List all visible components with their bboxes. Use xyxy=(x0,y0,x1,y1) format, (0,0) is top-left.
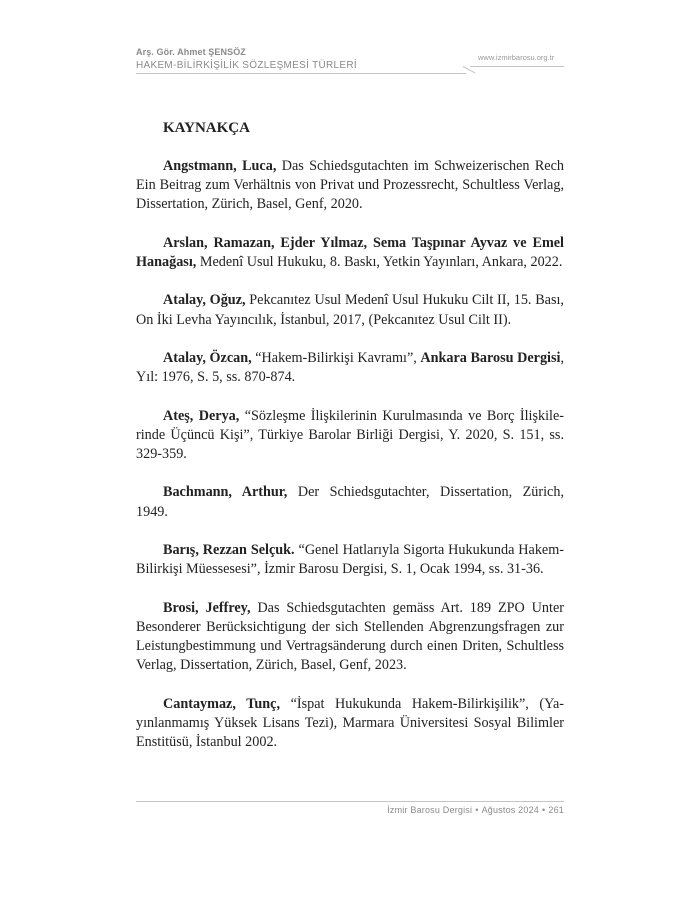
reference-author: Atalay, Oğuz, xyxy=(163,292,246,309)
page-footer xyxy=(387,805,564,815)
reference-entry xyxy=(136,234,564,272)
reference-author: Brosi, Jeffrey, xyxy=(163,599,251,616)
reference-text: , Yıl: 1976, S. 5, ss. 870-874. xyxy=(136,349,565,386)
reference-text: Medenî Usul Hukuku, 8. Baskı, Yetkin Yayınları, Ankara, 2022. xyxy=(196,254,563,270)
header-divider-right xyxy=(470,66,564,67)
reference-entry xyxy=(136,695,564,753)
reference-text: “Genel Hatlarıyla Sigorta Hukukunda Hakem-Bilirkişi Müessesesi”, İzmir Barosu Dergisi, S. 1, Ocak 1994, ss. 31-36. xyxy=(136,541,564,578)
header-divider xyxy=(136,73,466,74)
section-title: KAYNAKÇA xyxy=(163,120,250,136)
footer-separator: • xyxy=(542,805,546,815)
reference-list xyxy=(136,157,564,771)
reference-author: Atalay, Özcan, xyxy=(163,349,252,366)
reference-author: Ateş, Derya, xyxy=(163,407,240,424)
footer-date: Ağustos 2024 xyxy=(481,805,540,815)
reference-author: Arslan, Ramazan, Ejder Yılmaz, Sema Taşpınar Ayvaz ve Emel Hanağası, xyxy=(136,234,564,270)
reference-author: Bachmann, Arthur, xyxy=(163,484,288,501)
reference-text: Das Schiedsgutachten im Schweizerischen Rech Ein Beitrag zum Verhältnis von Privat und Prozessrecht, Schultless Verlag, Dissertation, Zürich, Basel, Genf, 2020. xyxy=(136,158,564,213)
reference-entry xyxy=(136,541,564,579)
page-number: 261 xyxy=(548,805,564,815)
reference-entry xyxy=(136,291,564,329)
reference-text: Der Schiedsgutachter, Dissertation, Zürich, 1949. xyxy=(136,484,564,520)
reference-text: Das Schiedsgutachten gemäss Art. 189 ZPO Unter Besonderer Berücksichtigung der sich Stellenden Abgrenzungsfragen zur Leistungbestimmung und Vertragsänderung durch einen Driten, Schultless Verlag, Dissertation, Zürich, Basel, Genf, 2023. xyxy=(136,599,564,674)
reference-text: Pekcanıtez Usul Medenî Usul Hukuku Cilt II, 15. Bası, On İki Levha Yayıncılık, İstanbul, 2017, (Pekcanıtez Usul Cilt II). xyxy=(136,292,564,328)
footer-separator: • xyxy=(475,805,479,815)
reference-author: Angstmann, Luca, xyxy=(163,158,277,174)
header-url: www.izmirbarosu.org.tr xyxy=(478,53,555,62)
header-subtitle: HAKEM-BİLİRKİŞİLİK SÖZLEŞMESİ TÜRLERİ xyxy=(136,60,357,71)
reference-entry xyxy=(136,599,564,676)
reference-text: “Sözleşme İlişkilerinin Kurulmasında ve Borç İlişkilerinde Üçüncü Kişi”, Türkiye Barolar Birliği Dergisi, Y. 2020, S. 151, ss. 329-359. xyxy=(136,407,564,462)
reference-author: Barış, Rezzan Selçuk. xyxy=(163,541,295,558)
reference-text: “Hakem-Bilirkişi Kavramı”, xyxy=(251,349,421,366)
reference-entry xyxy=(136,349,564,387)
header-author: Arş. Gör. Ahmet ŞENSÖZ xyxy=(136,47,246,57)
reference-author: Cantaymaz, Tunç, xyxy=(163,695,281,712)
footer-divider xyxy=(136,801,564,802)
footer-journal: İzmir Barosu Dergisi xyxy=(387,805,473,815)
reference-entry xyxy=(136,483,564,521)
reference-entry xyxy=(136,407,564,465)
reference-author: Ankara Barosu Dergisi xyxy=(420,349,561,366)
reference-text: “İspat Hukukunda Hakem-Bilirkişilik”, (Yayınlanmamış Yüksek Lisans Tezi), Marmara Üniversitesi Sosyal Bilimler Enstitüsü, İstanbul 2002. xyxy=(136,695,564,750)
reference-entry xyxy=(136,157,564,215)
